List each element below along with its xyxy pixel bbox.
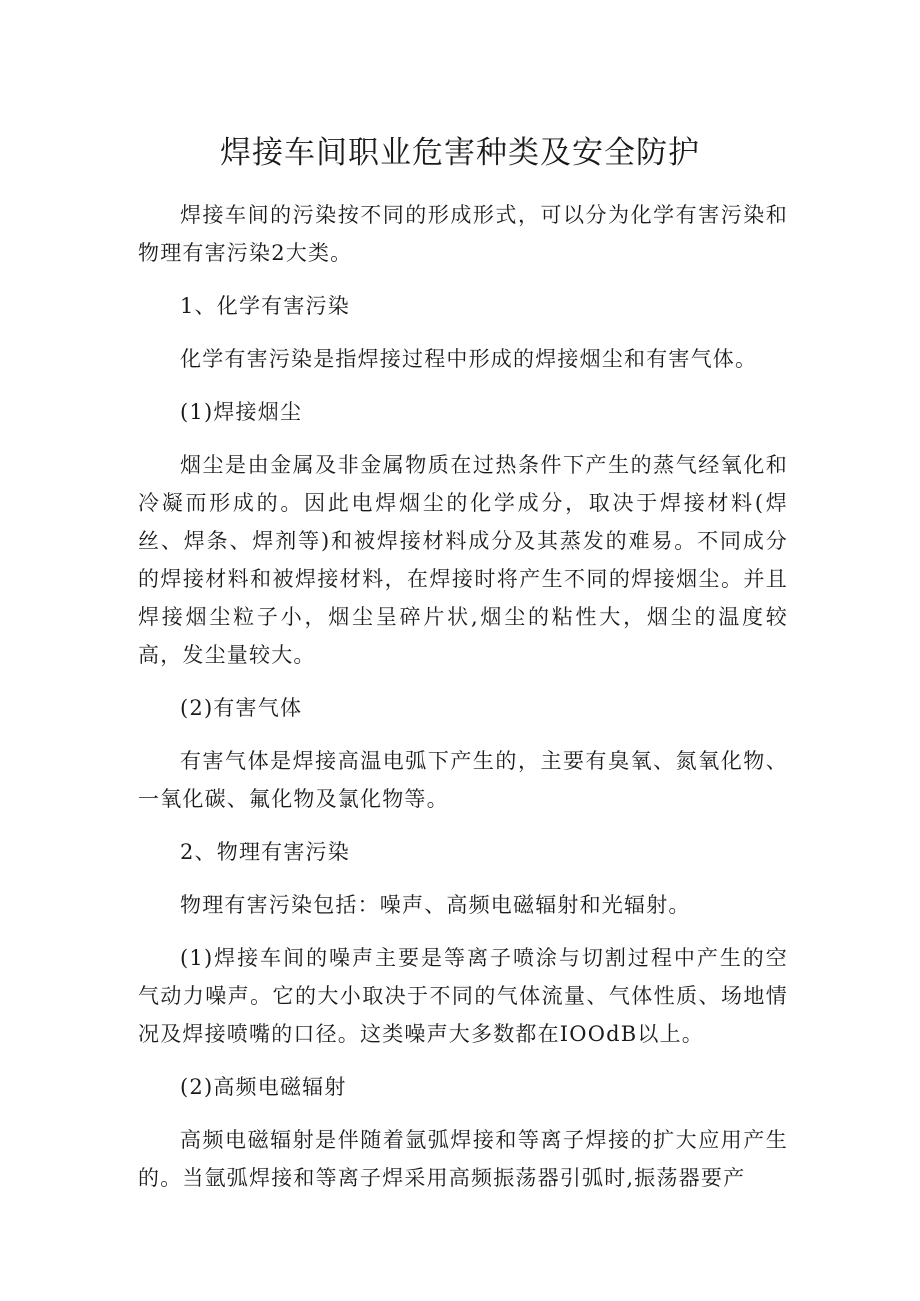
subheading-harmful-gas: (2)有害气体 <box>180 696 303 720</box>
section-heading-chemical: 1、化学有害污染 <box>180 294 350 318</box>
subheading-hf-radiation: (2)高频电磁辐射 <box>180 1075 347 1099</box>
physical-definition-paragraph: 物理有害污染包括：噪声、高频电磁辐射和光辐射。 <box>180 893 691 917</box>
chemical-definition-paragraph: 化学有害污染是指焊接过程中形成的焊接烟尘和有害气体。 <box>180 347 758 371</box>
section-heading-physical: 2、物理有害污染 <box>180 840 350 864</box>
noise-paragraph: (1)焊接车间的噪声主要是等离子喷涂与切割过程中产生的空气动力噪声。它的大小取决于不同的气体流量、气体性质、场地情况及焊接喷嘴的口径。这类噪声大多数都在IOOdB以上。 <box>138 946 788 1046</box>
subheading-welding-fume: (1)焊接烟尘 <box>180 400 303 424</box>
intro-paragraph: 焊接车间的污染按不同的形成形式，可以分为化学有害污染和物理有害污染2大类。 <box>138 203 788 265</box>
hf-radiation-paragraph: 高频电磁辐射是伴随着氩弧焊接和等离子焊接的扩大应用产生的。当氩弧焊接和等离子焊采用高频振荡器引弧时,振荡器要产 <box>138 1128 788 1190</box>
document-body <box>138 196 788 1212</box>
document-title: 焊接车间职业危害种类及安全防护 <box>220 135 700 171</box>
harmful-gas-paragraph: 有害气体是焊接高温电弧下产生的，主要有臭氧、氮氧化物、一氧化碳、氟化物及氯化物等。 <box>138 749 788 811</box>
welding-fume-paragraph: 烟尘是由金属及非金属物质在过热条件下产生的蒸气经氧化和冷凝而形成的。因此电焊烟尘的化学成分，取决于焊接材料(焊丝、焊条、焊剂等)和被焊接材料成分及其蒸发的难易。不同成分的焊接材料和被焊接材料，在焊接时将产生不同的焊接烟尘。并且焊接烟尘粒子小，烟尘呈碎片状,烟尘的粘性大，烟尘的温度较高，发尘量较大。 <box>138 453 788 667</box>
